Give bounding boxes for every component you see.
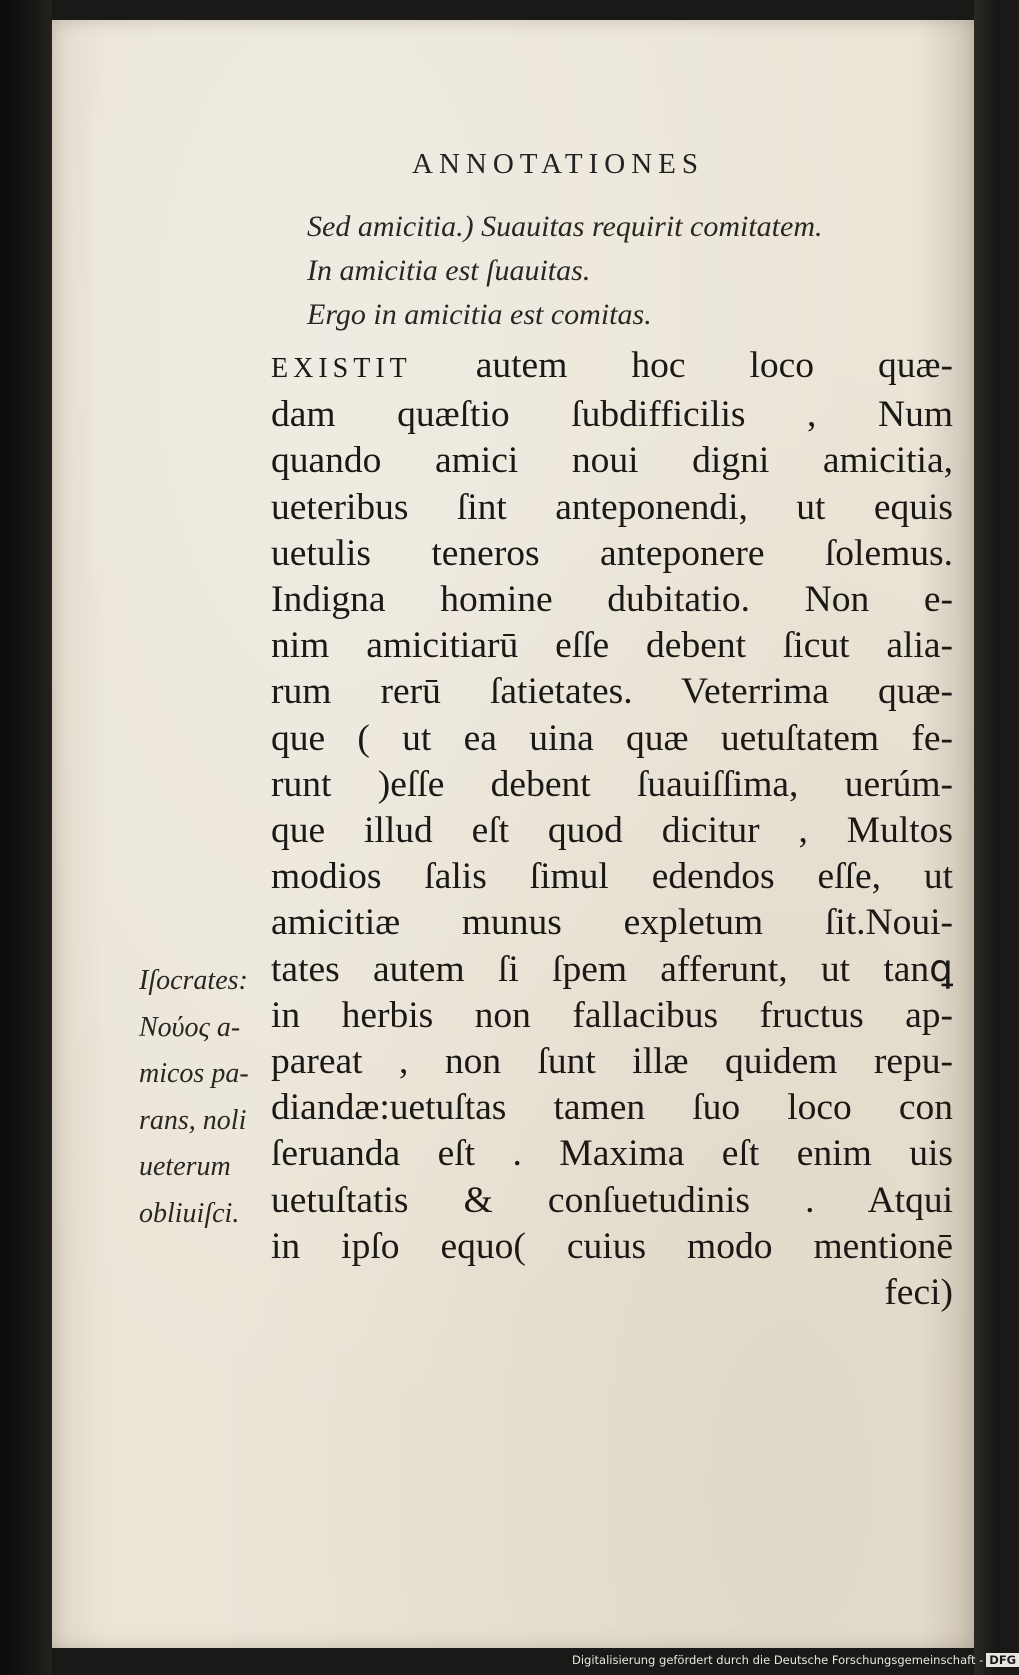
- text-line: uetulis teneros anteponere ſolemus.: [271, 532, 953, 574]
- syllogism-summary: [307, 205, 967, 337]
- main-text: [271, 343, 953, 1316]
- text-line: quando amici noui digni amicitia,: [271, 440, 953, 482]
- text-line: diandæ:uetuſtas tamen ſuo loco con: [271, 1087, 953, 1129]
- summary-line: Sed amicitia.) Suauitas requirit comitatem.: [307, 210, 823, 243]
- text-line: in ipſo equo( cuius modo mentionē: [271, 1225, 953, 1267]
- text-line: que illud eſt quod dicitur , Multos: [271, 810, 953, 852]
- text-line: rum rerū ſatietates. Veterrima quæ-: [271, 671, 953, 713]
- digitization-credit: [572, 1653, 1019, 1667]
- text-line-final: feci): [884, 1272, 953, 1314]
- text-line: in herbis non fallacibus fructus ap-: [271, 994, 953, 1036]
- marginal-line: obliuiſci.: [139, 1197, 240, 1229]
- marginal-line: rans, noli: [139, 1104, 247, 1136]
- credit-text: Digitalisierung gefördert durch die Deutsche Forschungsgemeinschaft -: [572, 1653, 984, 1667]
- text-line: ſeruanda eſt . Maxima eſt enim uis: [271, 1133, 953, 1175]
- opening-word: EXISTIT: [271, 353, 412, 384]
- marginal-line: Νούος a-: [139, 1011, 241, 1043]
- book-page: [52, 20, 974, 1648]
- text-line: runt )eſſe debent ſuauiſſima, uerúm-: [271, 763, 953, 805]
- marginal-line: micos pa-: [139, 1058, 249, 1089]
- running-head: ANNOTATIONES: [412, 148, 704, 180]
- text-line: EXISTIT autem hoc loco quæ-: [271, 345, 953, 386]
- text-line: dam quæſtio ſubdifficilis , Num: [271, 394, 953, 436]
- marginal-line: ueterum: [139, 1151, 231, 1182]
- text-line: modios ſalis ſimul edendos eſſe, ut: [271, 856, 953, 898]
- text-line: ueteribus ſint anteponendi, ut equis: [271, 486, 953, 528]
- scan-left-border: [0, 0, 52, 1675]
- summary-line: In amicitia est ſuauitas.: [307, 254, 591, 287]
- text-line: nim amicitiarū eſſe debent ſicut alia-: [271, 625, 953, 667]
- text-line: Indigna homine dubitatio. Non e-: [271, 579, 953, 621]
- text-line: pareat , non ſunt illæ quidem repu-: [271, 1041, 953, 1083]
- text-line: tates autem ſi ſpem afferunt, ut tanꝗ: [271, 948, 953, 990]
- marginal-line: Iſocrates:: [139, 965, 248, 996]
- scan-right-border: [974, 0, 1000, 1675]
- text-line: que ( ut ea uina quæ uetuſtatem fe-: [271, 717, 953, 759]
- dfg-logo-badge: DFG: [986, 1653, 1019, 1667]
- marginal-note: [139, 958, 319, 1237]
- summary-line: Ergo in amicitia est comitas.: [307, 298, 652, 331]
- text-line: uetuſtatis & conſuetudinis . Atqui: [271, 1179, 953, 1221]
- text-line: amicitiæ munus expletum ſit.Noui-: [271, 902, 953, 944]
